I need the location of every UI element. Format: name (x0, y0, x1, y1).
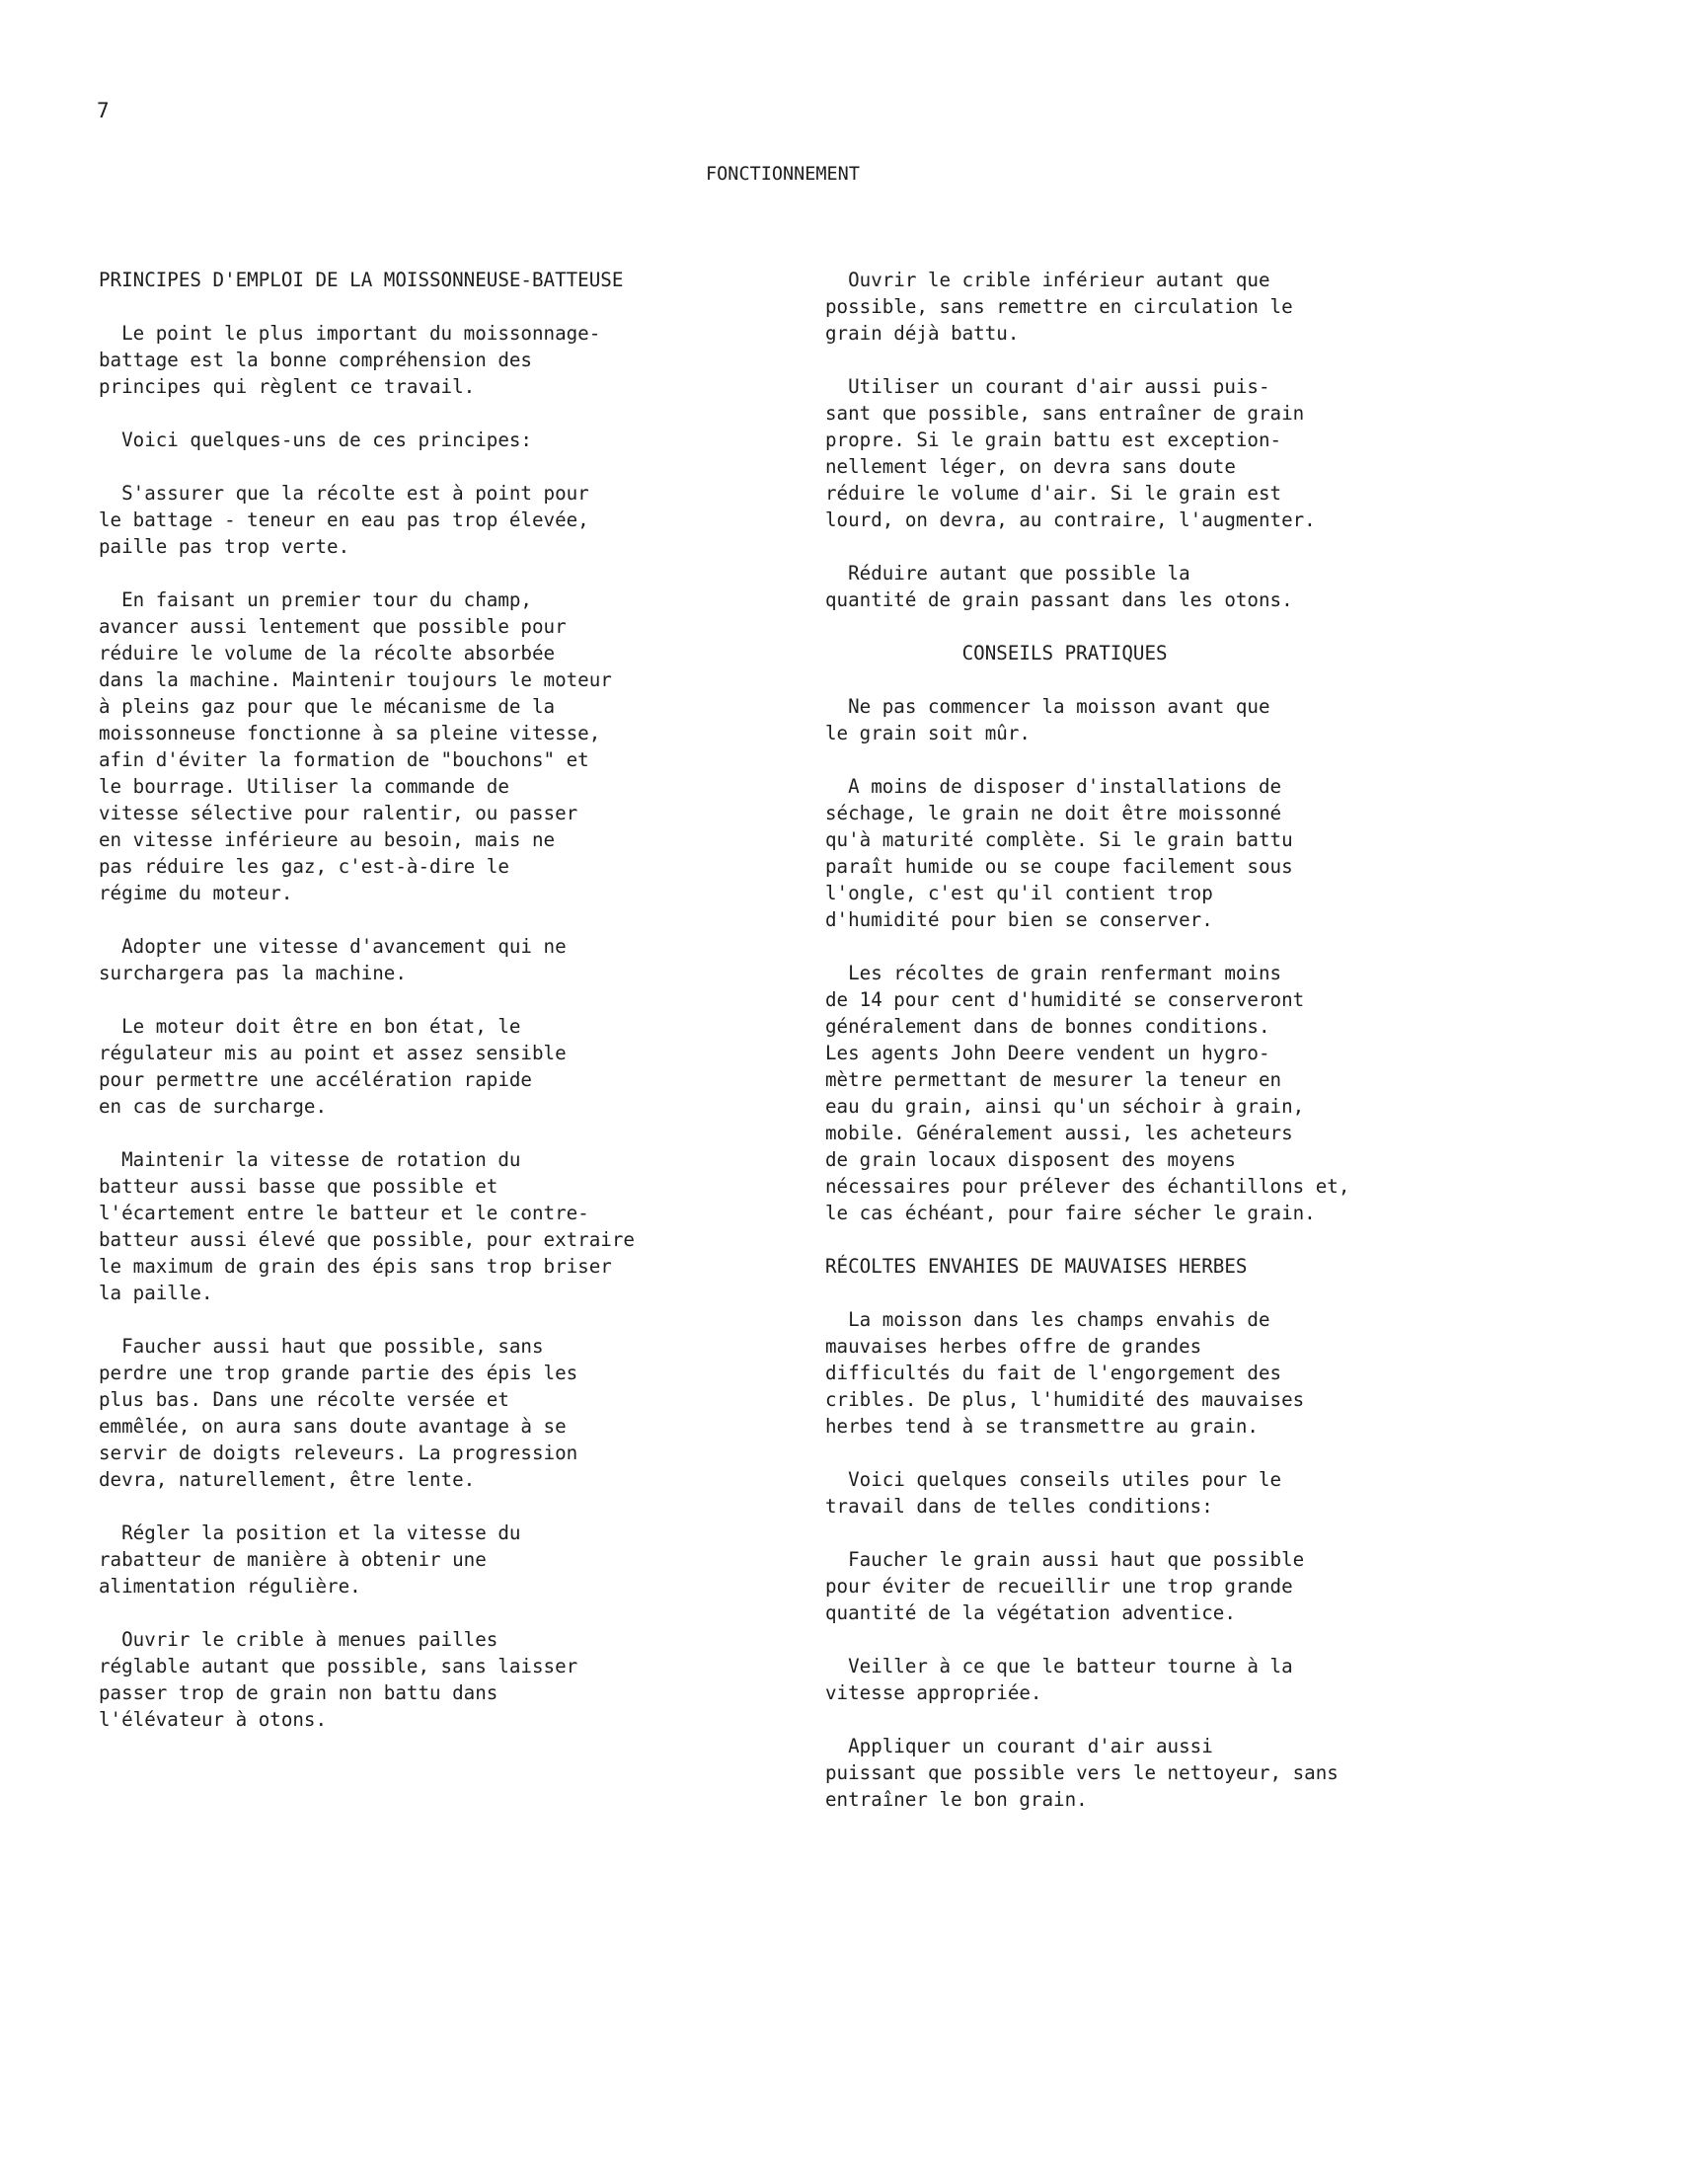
paragraph (99, 1520, 730, 1599)
paragraph (99, 1013, 730, 1120)
text-line: Utiliser un courant d'air aussi puis- (825, 375, 1270, 398)
text-line: dans la machine. Maintenir toujours le moteur (99, 668, 612, 691)
right-column (825, 267, 1457, 1839)
text-line: Voici quelques conseils utiles pour le (825, 1468, 1282, 1491)
section-heading-principes (99, 267, 730, 293)
text-line: le bourrage. Utiliser la commande de (99, 775, 509, 798)
text-line: pour permettre une accélération rapide (99, 1068, 532, 1091)
text-line: pas réduire les gaz, c'est-à-dire le (99, 855, 509, 878)
text-line: généralement dans de bonnes conditions. (825, 1015, 1270, 1038)
page-title: FONCTIONNEMENT (706, 164, 860, 185)
text-line: l'élévateur à otons. (99, 1708, 328, 1731)
text-line: Réduire autant que possible la (825, 562, 1190, 585)
text-line: le battage - teneur en eau pas trop élevée, (99, 508, 589, 531)
text-line: Faucher le grain aussi haut que possible (825, 1548, 1305, 1571)
paragraph (825, 960, 1457, 1226)
text-line: A moins de disposer d'installations de (825, 775, 1282, 798)
section-heading-conseils (825, 640, 1457, 666)
text-line: Ne pas commencer la moisson avant que (825, 695, 1270, 718)
text-line: séchage, le grain ne doit être moissonné (825, 802, 1282, 824)
text-line: Voici quelques-uns de ces principes: (99, 429, 532, 451)
text-line: principes qui règlent ce travail. (99, 375, 476, 398)
text-line: Adopter une vitesse d'avancement qui ne (99, 935, 567, 958)
paragraph (99, 1626, 730, 1733)
text-line: perdre une trop grande partie des épis les (99, 1362, 578, 1384)
paragraph (825, 1653, 1457, 1706)
text-line: travail dans de telles conditions: (825, 1495, 1213, 1518)
text-line: alimentation régulière. (99, 1575, 361, 1598)
text-line: La moisson dans les champs envahis de (825, 1308, 1270, 1331)
text-line: Veiller à ce que le batteur tourne à la (825, 1655, 1293, 1677)
paragraph (99, 933, 730, 986)
text-line: réglable autant que possible, sans laisser (99, 1655, 578, 1677)
text-line: réduire le volume de la récolte absorbée (99, 642, 556, 664)
text-line: devra, naturellement, être lente. (99, 1468, 476, 1491)
text-line: Ouvrir le crible inférieur autant que (825, 269, 1270, 291)
paragraph (99, 1333, 730, 1493)
text-line: pour éviter de recueillir une trop grande (825, 1575, 1293, 1598)
text-line: eau du grain, ainsi qu'un séchoir à grain, (825, 1095, 1305, 1118)
text-line: le grain soit mûr. (825, 722, 1031, 744)
text-line: cribles. De plus, l'humidité des mauvaises (825, 1388, 1305, 1411)
paragraph (99, 480, 730, 560)
text-line: vitesse sélective pour ralentir, ou passer (99, 802, 578, 824)
paragraph (99, 586, 730, 906)
text-line: rabatteur de manière à obtenir une (99, 1548, 487, 1571)
text-line: puissant que possible vers le nettoyeur, sans (825, 1761, 1339, 1784)
paragraph (99, 427, 730, 453)
left-column (99, 267, 730, 1759)
text-line: Les agents John Deere vendent un hygro- (825, 1042, 1270, 1064)
text-line: emmêlée, on aura sans doute avantage à se (99, 1415, 567, 1438)
paragraph (825, 1733, 1457, 1813)
text-line: Le point le plus important du moissonnage- (99, 322, 601, 345)
text-line: nellement léger, on devra sans doute (825, 455, 1236, 478)
paragraph (825, 773, 1457, 933)
paragraph (825, 693, 1457, 746)
section-heading-recoltes (825, 1253, 1457, 1280)
text-line: S'assurer que la récolte est à point pour (99, 482, 589, 505)
text-line: Les récoltes de grain renfermant moins (825, 962, 1282, 984)
text-line: batteur aussi élevé que possible, pour extraire (99, 1228, 635, 1251)
text-line: battage est la bonne compréhension des (99, 349, 532, 371)
text-line: paille pas trop verte. (99, 535, 350, 558)
text-line: Appliquer un courant d'air aussi (825, 1735, 1213, 1757)
text-line: quantité de grain passant dans les otons. (825, 588, 1293, 611)
text-line: le maximum de grain des épis sans trop briser (99, 1255, 612, 1278)
text-line: de 14 pour cent d'humidité se conserveront (825, 988, 1305, 1011)
text-line: afin d'éviter la formation de "bouchons" et (99, 748, 589, 771)
text-line: CONSEILS PRATIQUES (825, 642, 1168, 664)
paragraph (825, 267, 1457, 347)
text-line: de grain locaux disposent des moyens (825, 1148, 1236, 1171)
text-line: réduire le volume d'air. Si le grain est (825, 482, 1282, 505)
text-line: PRINCIPES D'EMPLOI DE LA MOISSONNEUSE-BATTEUSE (99, 269, 624, 291)
text-line: régime du moteur. (99, 882, 293, 904)
text-line: batteur aussi basse que possible et (99, 1175, 498, 1198)
text-line: à pleins gaz pour que le mécanisme de la (99, 695, 556, 718)
paragraph (825, 1306, 1457, 1440)
text-line: Faucher aussi haut que possible, sans (99, 1335, 544, 1358)
text-line: Maintenir la vitesse de rotation du (99, 1148, 521, 1171)
text-line: mètre permettant de mesurer la teneur en (825, 1068, 1282, 1091)
text-line: moissonneuse fonctionne à sa pleine vitesse, (99, 722, 601, 744)
text-line: mobile. Généralement aussi, les acheteurs (825, 1122, 1293, 1144)
text-line: régulateur mis au point et assez sensible (99, 1042, 567, 1064)
text-line: plus bas. Dans une récolte versée et (99, 1388, 509, 1411)
text-line: en cas de surcharge. (99, 1095, 328, 1118)
text-line: propre. Si le grain battu est exception- (825, 429, 1282, 451)
text-line: paraît humide ou se coupe facilement sous (825, 855, 1293, 878)
text-line: servir de doigts releveurs. La progression (99, 1442, 578, 1464)
text-line: mauvaises herbes offre de grandes (825, 1335, 1202, 1358)
text-line: surchargera pas la machine. (99, 962, 407, 984)
paragraph (825, 1546, 1457, 1626)
text-line: entraîner le bon grain. (825, 1788, 1088, 1811)
text-line: Régler la position et la vitesse du (99, 1521, 521, 1544)
text-line: passer trop de grain non battu dans (99, 1681, 498, 1704)
paragraph (99, 1146, 730, 1306)
text-line: nécessaires pour prélever des échantillons et, (825, 1175, 1350, 1198)
text-line: quantité de la végétation adventice. (825, 1601, 1236, 1624)
text-line: en vitesse inférieure au besoin, mais ne (99, 828, 556, 851)
text-line: l'écartement entre le batteur et le contre- (99, 1202, 589, 1224)
text-line: Le moteur doit être en bon état, le (99, 1015, 521, 1038)
text-line: herbes tend à se transmettre au grain. (825, 1415, 1259, 1438)
text-line: l'ongle, c'est qu'il contient trop (825, 882, 1213, 904)
text-line: difficultés du fait de l'engorgement des (825, 1362, 1282, 1384)
text-line: possible, sans remettre en circulation le (825, 295, 1293, 318)
text-line: le cas échéant, pour faire sécher le grain. (825, 1202, 1316, 1224)
text-line: avancer aussi lentement que possible pour (99, 615, 567, 638)
text-line: lourd, on devra, au contraire, l'augmenter. (825, 508, 1316, 531)
text-line: la paille. (99, 1282, 213, 1304)
text-line: d'humidité pour bien se conserver. (825, 908, 1213, 931)
page-number: 7 (97, 99, 110, 122)
text-line: grain déjà battu. (825, 322, 1020, 345)
text-line: sant que possible, sans entraîner de grain (825, 402, 1305, 425)
paragraph (825, 560, 1457, 613)
paragraph (99, 320, 730, 400)
text-line: Ouvrir le crible à menues pailles (99, 1628, 498, 1651)
paragraph (825, 1466, 1457, 1520)
text-line: qu'à maturité complète. Si le grain battu (825, 828, 1293, 851)
text-line: En faisant un premier tour du champ, (99, 588, 532, 611)
text-line: RÉCOLTES ENVAHIES DE MAUVAISES HERBES (825, 1255, 1248, 1278)
paragraph (825, 373, 1457, 533)
text-line: vitesse appropriée. (825, 1681, 1042, 1704)
